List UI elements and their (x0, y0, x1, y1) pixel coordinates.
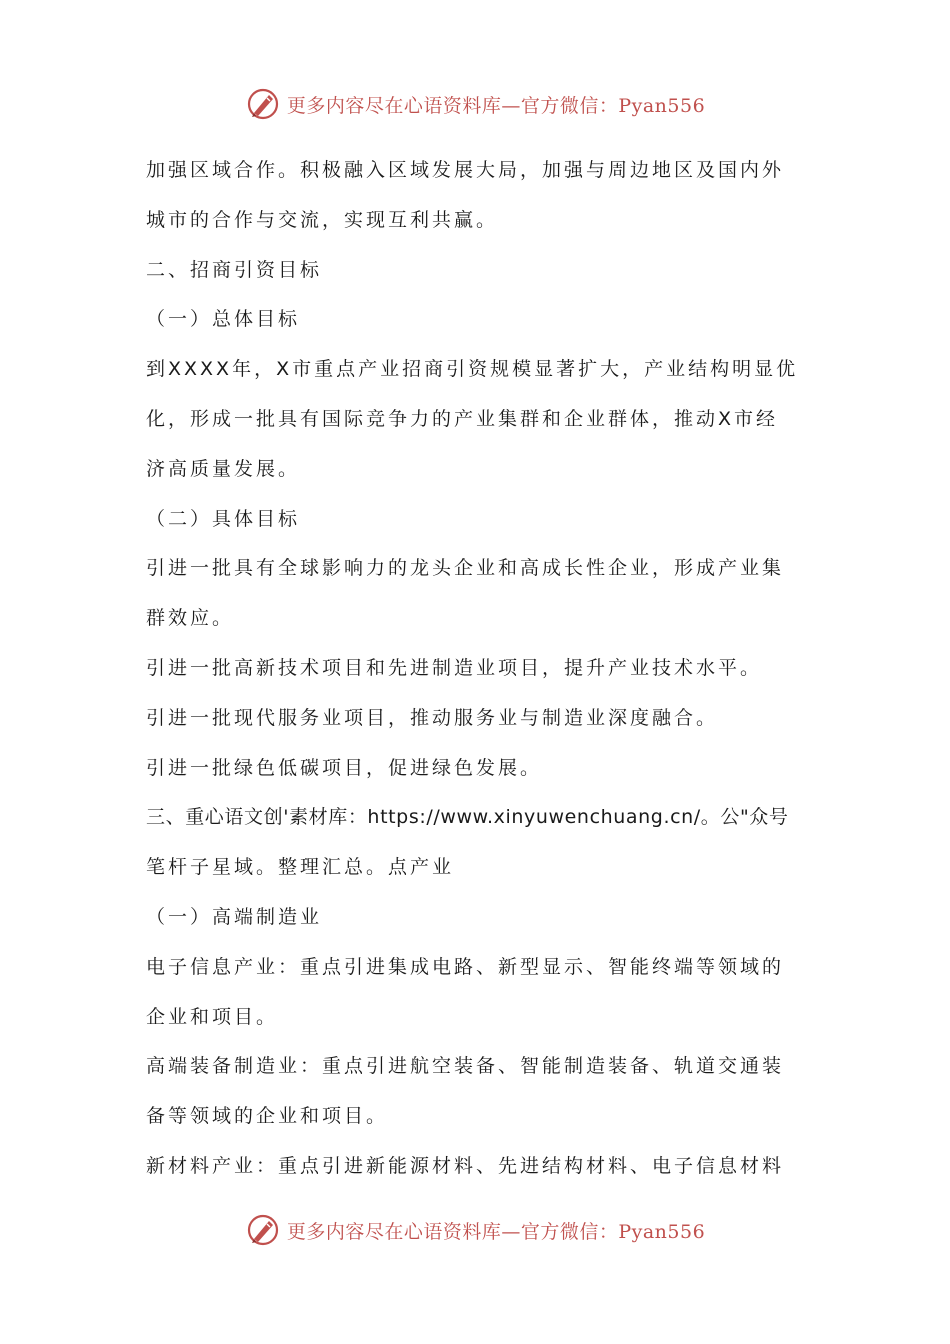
text-line: 笔杆子星域。整理汇总。点产业 (146, 856, 455, 879)
text-line: 城市的合作与交流，实现互利共赢。 (146, 208, 499, 231)
document-body (146, 146, 810, 1192)
pen-logo-icon (245, 1212, 281, 1248)
text-line: 备等领域的企业和项目。 (146, 1105, 389, 1128)
text-line: 引进一批现代服务业项目，推动服务业与制造业深度融合。 (146, 706, 719, 729)
text-line: 高端装备制造业：重点引进航空装备、智能制造装备、轨道交通装 (146, 1055, 785, 1078)
text-line: 新材料产业：重点引进新能源材料、先进结构材料、电子信息材料 (146, 1154, 785, 1177)
section-heading: 二、招商引资目标 (146, 258, 323, 281)
text-line: 电子信息产业：重点引进集成电路、新型显示、智能终端等领域的 (146, 955, 785, 978)
text-line: 济高质量发展。 (146, 457, 301, 480)
text-line: 引进一批具有全球影响力的龙头企业和高成长性企业，形成产业集 (146, 557, 785, 580)
subsection-heading: （一）总体目标 (146, 308, 301, 331)
banner-text: 更多内容尽在心语资料库—官方微信：Pyan556 (286, 94, 706, 117)
text-line: 加强区域合作。积极融入区域发展大局，加强与周边地区及国内外 (146, 159, 785, 181)
text-line: 企业和项目。 (146, 1005, 279, 1028)
text-line: 群效应。 (146, 607, 235, 630)
subsection-heading: （一）高端制造业 (146, 905, 323, 928)
text-line: 化，形成一批具有国际竞争力的产业集群和企业群体，推动X市经 (146, 407, 779, 430)
text-line: 到XXXX年，X市重点产业招商引资规模显著扩大，产业结构明显优 (146, 358, 799, 381)
pen-logo-icon (245, 86, 281, 122)
header-banner (0, 82, 950, 126)
subsection-heading: （二）具体目标 (146, 507, 301, 530)
text-line: 引进一批高新技术项目和先进制造业项目，提升产业技术水平。 (146, 656, 763, 679)
section-heading-with-url: 三、重心语文创'素材库：https://www.xinyuwenchuang.cn/。公"众号 (146, 806, 789, 829)
footer-banner (0, 1208, 950, 1252)
text-line: 引进一批绿色低碳项目，促进绿色发展。 (146, 756, 543, 779)
banner-text: 更多内容尽在心语资料库—官方微信：Pyan556 (286, 1220, 706, 1243)
